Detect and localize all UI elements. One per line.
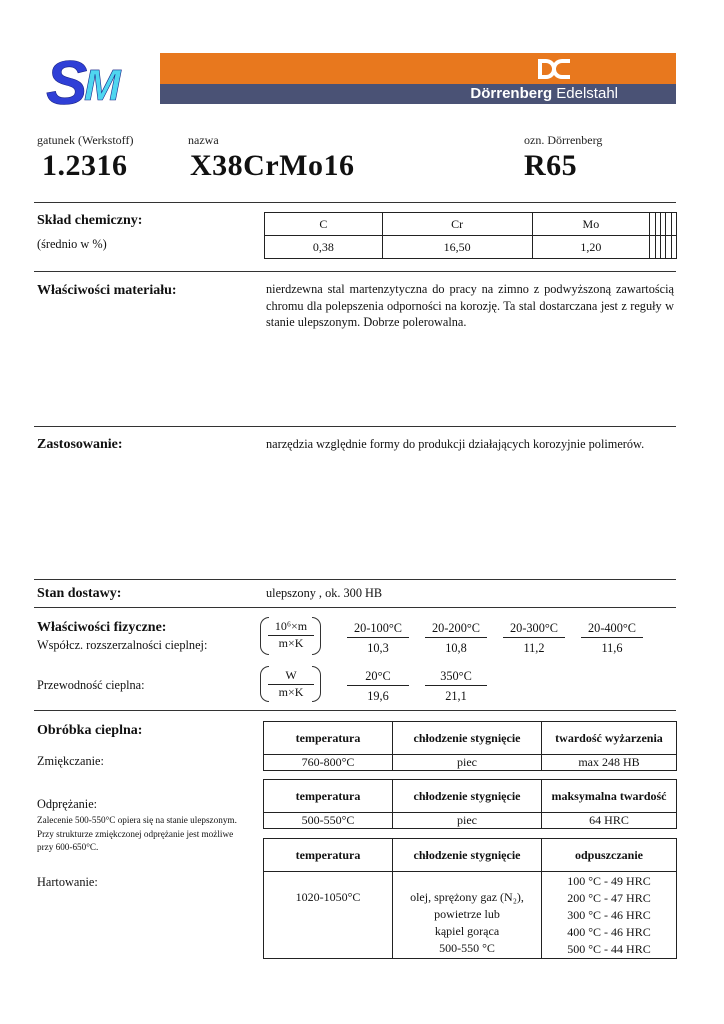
hardness-cell: max 248 HB [542, 755, 677, 771]
dorrenberg-logo-icon [536, 57, 572, 81]
application-description: narzędzia względnie formy do produkcji działających korozyjnie polimerów. [266, 437, 645, 451]
soft-annealing-label: Zmiękczanie: [37, 754, 104, 768]
conductivity-column [425, 669, 487, 704]
table-header-row [264, 839, 677, 872]
tempering-line: 200 °C - 47 HRC [567, 891, 651, 905]
divider [34, 271, 676, 272]
element-cell: Mo [532, 213, 650, 236]
conductivity-temp: 20°C [347, 669, 409, 686]
expansion-range: 20-200°C [425, 621, 487, 638]
cooling-line: 500-550 °C [439, 941, 495, 955]
stress-relieving-note: Zalecenie 500-550°C opiera się na stanie ulepszonym. Przy strukturze zmiękczonej odprężanie jest możliwe przy 600-650°C. [37, 815, 237, 852]
table-row [264, 755, 677, 771]
cooling-line: kąpiel gorąca [434, 924, 500, 938]
header-cell: maksymalna twardość [542, 780, 677, 813]
temperature-cell: 1020-1050°C [264, 872, 393, 959]
chemical-subtitle: (średnio w %) [37, 237, 107, 251]
chemical-elements-row [265, 213, 677, 236]
cooling-line: powietrze lub [434, 907, 500, 921]
header-cell: temperatura [264, 722, 393, 755]
tempering-cell [542, 872, 677, 959]
header-cell: odpuszczanie [542, 839, 677, 872]
value-cell: 16,50 [382, 236, 532, 259]
conductivity-value: 21,1 [445, 689, 467, 703]
tempering-line: 500 °C - 44 HRC [567, 942, 651, 956]
delivery-title: Stan dostawy: [37, 586, 122, 601]
header-cell: twardość wyżarzenia [542, 722, 677, 755]
expansion-unit-numerator: 10⁶×m [268, 619, 314, 636]
cooling-cell: piec [393, 813, 542, 829]
table-row [264, 813, 677, 829]
value-cell: 0,38 [265, 236, 383, 259]
header-cell: chłodzenie stygnięcie [393, 780, 542, 813]
value-cell [671, 236, 676, 259]
divider [34, 710, 676, 711]
physical-title: Właściwości fizyczne: [37, 620, 167, 635]
brand-name-rest: Edelstahl [556, 85, 618, 102]
expansion-label: Współcz. rozszerzalności cieplnej: [37, 638, 208, 652]
expansion-range: 20-300°C [503, 621, 565, 638]
conductivity-label: Przewodność cieplna: [37, 678, 145, 692]
werkstoff-label: gatunek (Werkstoff) [37, 133, 134, 147]
conductivity-column [347, 669, 409, 704]
element-cell: Cr [382, 213, 532, 236]
hardness-cell: 64 HRC [542, 813, 677, 829]
werkstoff-number: 1.2316 [42, 149, 128, 182]
cooling-cell: piec [393, 755, 542, 771]
header-cell: chłodzenie stygnięcie [393, 839, 542, 872]
expansion-value: 10,3 [367, 641, 389, 655]
expansion-unit-denominator: m×K [278, 636, 304, 650]
expansion-unit [268, 619, 314, 651]
expansion-value: 11,6 [601, 641, 623, 655]
tempering-line: 100 °C - 49 HRC [567, 874, 651, 888]
conductivity-unit-numerator: W [268, 668, 314, 685]
temperature-cell: 500-550°C [264, 813, 393, 829]
soft-annealing-table [263, 721, 677, 771]
cooling-line: olej, sprężony gaz (N₂), [410, 890, 524, 904]
grade-name: X38CrMo16 [190, 149, 355, 182]
header-cell: chłodzenie stygnięcie [393, 722, 542, 755]
heat-treatment-title: Obróbka cieplna: [37, 723, 143, 738]
expansion-value: 10,8 [445, 641, 467, 655]
divider [34, 579, 676, 580]
bracket-right [312, 666, 321, 702]
cooling-cell [393, 872, 542, 959]
header-cell: temperatura [264, 839, 393, 872]
chemical-values-row [265, 236, 677, 259]
expansion-range: 20-400°C [581, 621, 643, 638]
brand-banner-orange [160, 53, 676, 84]
dorrenberg-label: ozn. Dörrenberg [524, 133, 603, 147]
header-cell: temperatura [264, 780, 393, 813]
expansion-column [503, 621, 565, 656]
table-header-row [264, 722, 677, 755]
sm-logo [44, 50, 128, 110]
name-label: nazwa [188, 133, 219, 147]
expansion-range: 20-100°C [347, 621, 409, 638]
expansion-value: 11,2 [523, 641, 545, 655]
material-title: Właściwości materiału: [37, 283, 177, 298]
brand-name-bold: Dörrenberg [470, 85, 553, 102]
stress-relieving-label: Odprężanie: [37, 797, 98, 811]
chemical-table [264, 212, 677, 259]
hardening-table [263, 838, 677, 959]
brand-name [160, 84, 618, 104]
material-description: nierdzewna stal martenzytyczna do pracy na zimno z podwyższoną zawartością chromu dla polepszenia odporności na korozję. Ta stal dostarczana jest z reguły w stanie ulepszonym. Dobrze polerowalna. [266, 282, 674, 329]
svg-text:S: S [46, 50, 88, 110]
expansion-column [581, 621, 643, 656]
stress-relieving-table [263, 779, 677, 829]
expansion-column [347, 621, 409, 656]
dorrenberg-code: R65 [524, 149, 578, 182]
tempering-line: 300 °C - 46 HRC [567, 908, 651, 922]
divider [34, 426, 676, 427]
divider [34, 202, 676, 203]
table-header-row [264, 780, 677, 813]
svg-text:M: M [84, 61, 121, 110]
conductivity-value: 19,6 [367, 689, 389, 703]
delivery-condition: ulepszony , ok. 300 HB [266, 586, 383, 600]
conductivity-temp: 350°C [425, 669, 487, 686]
divider [34, 607, 676, 608]
tempering-line: 400 °C - 46 HRC [567, 925, 651, 939]
conductivity-unit-denominator: m×K [278, 685, 304, 699]
element-cell [671, 213, 676, 236]
application-title: Zastosowanie: [37, 437, 123, 452]
chemical-title: Skład chemiczny: [37, 213, 143, 228]
conductivity-unit [268, 668, 314, 700]
element-cell: C [265, 213, 383, 236]
expansion-column [425, 621, 487, 656]
bracket-right [312, 617, 321, 655]
temperature-cell: 760-800°C [264, 755, 393, 771]
hardening-label: Hartowanie: [37, 875, 98, 889]
value-cell: 1,20 [532, 236, 650, 259]
table-row [264, 872, 677, 959]
